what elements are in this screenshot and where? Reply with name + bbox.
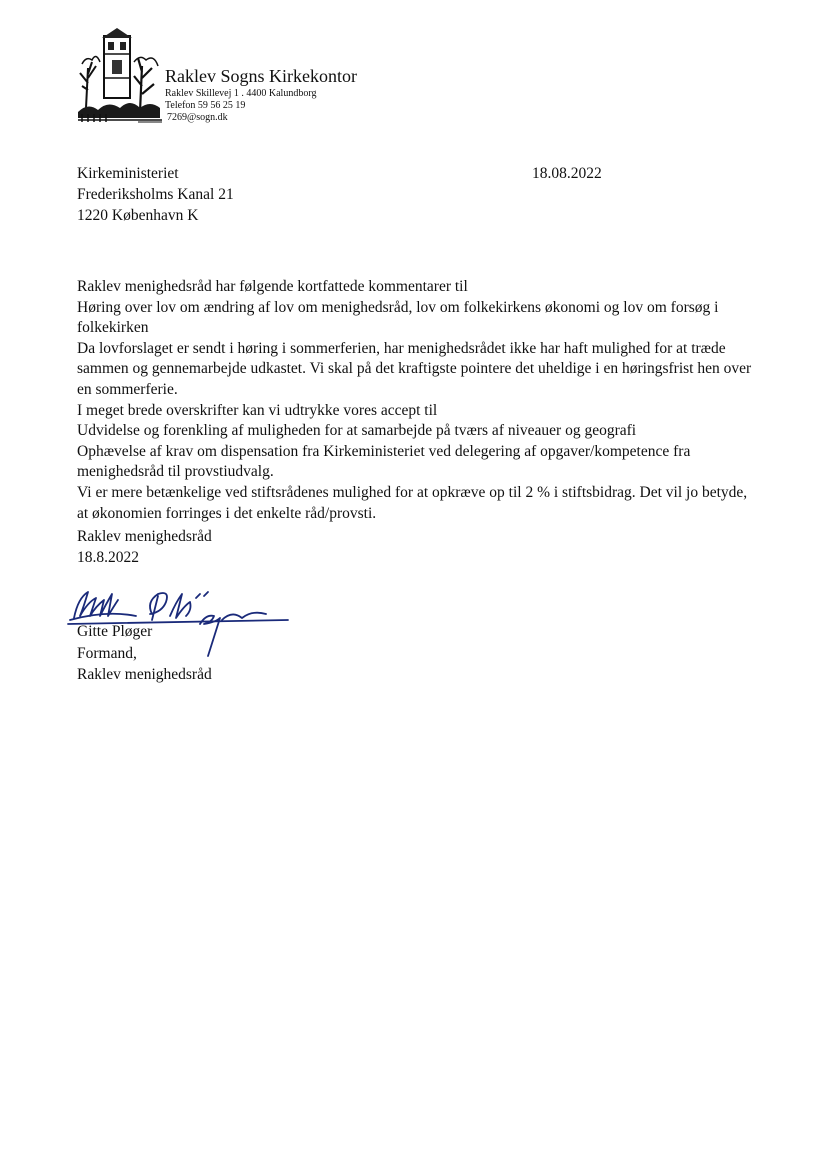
body-paragraph: I meget brede overskrifter kan vi udtrykke vores accept til [77, 401, 438, 419]
recipient-line: 1220 København K [77, 207, 199, 224]
body-paragraph: Ophævelse af krav om dispensation fra Kirkeministeriet ved delegering af opgaver/kompetence fra menighedsråd til provstiudvalg. [77, 442, 691, 481]
letterhead-address: Raklev Skillevej 1 . 4400 Kalundborg [165, 88, 317, 99]
letter-date: 18.08.2022 [532, 165, 602, 182]
letterhead-email: 7269@sogn.dk [167, 112, 228, 123]
body-paragraph: Raklev menighedsråd har følgende kortfattede kommentarer til [77, 278, 468, 295]
signer-name: Gitte Pløger [77, 623, 153, 640]
letterhead-org-name: Raklev Sogns Kirkekontor [165, 66, 357, 86]
signer-title: Formand, [77, 644, 137, 662]
closing-council: Raklev menighedsråd [77, 528, 212, 545]
signer-block [77, 621, 212, 686]
recipient-line: Kirkeministeriet [77, 165, 179, 182]
church-tree-drawing-icon [78, 28, 162, 124]
body-paragraph: Vi er mere betænkelige ved stiftsrådenes mulighed for at opkræve op til 2 % i stiftsbidrag. Det vil jo betyde, at økonomien forringes i det enkelte råd/provsti. [77, 483, 748, 522]
signer-organization: Raklev menighedsråd [77, 666, 212, 683]
closing-block [77, 527, 212, 568]
body-paragraph: Da lovforslaget er sendt i høring i sommerferien, har menighedsrådet ikke har haft mulighed for at træde sammen og gennemarbejde udkastet. Vi skal på det kraftigste pointere det uheldige i en høringsfrist hen over en sommerferie. [77, 339, 752, 398]
letter-body [77, 277, 757, 524]
recipient-address [77, 163, 234, 226]
closing-date: 18.8.2022 [77, 548, 139, 566]
letterhead-phone: Telefon 59 56 25 19 [165, 100, 246, 111]
body-paragraph: Høring over lov om ændring af lov om menighedsråd, lov om folkekirkens økonomi og lov om forsøg i folkekirken [77, 298, 719, 337]
body-paragraph: Udvidelse og forenkling af muligheden for at samarbejde på tværs af niveauer og geografi [77, 422, 637, 440]
recipient-line: Frederiksholms Kanal 21 [77, 186, 234, 203]
